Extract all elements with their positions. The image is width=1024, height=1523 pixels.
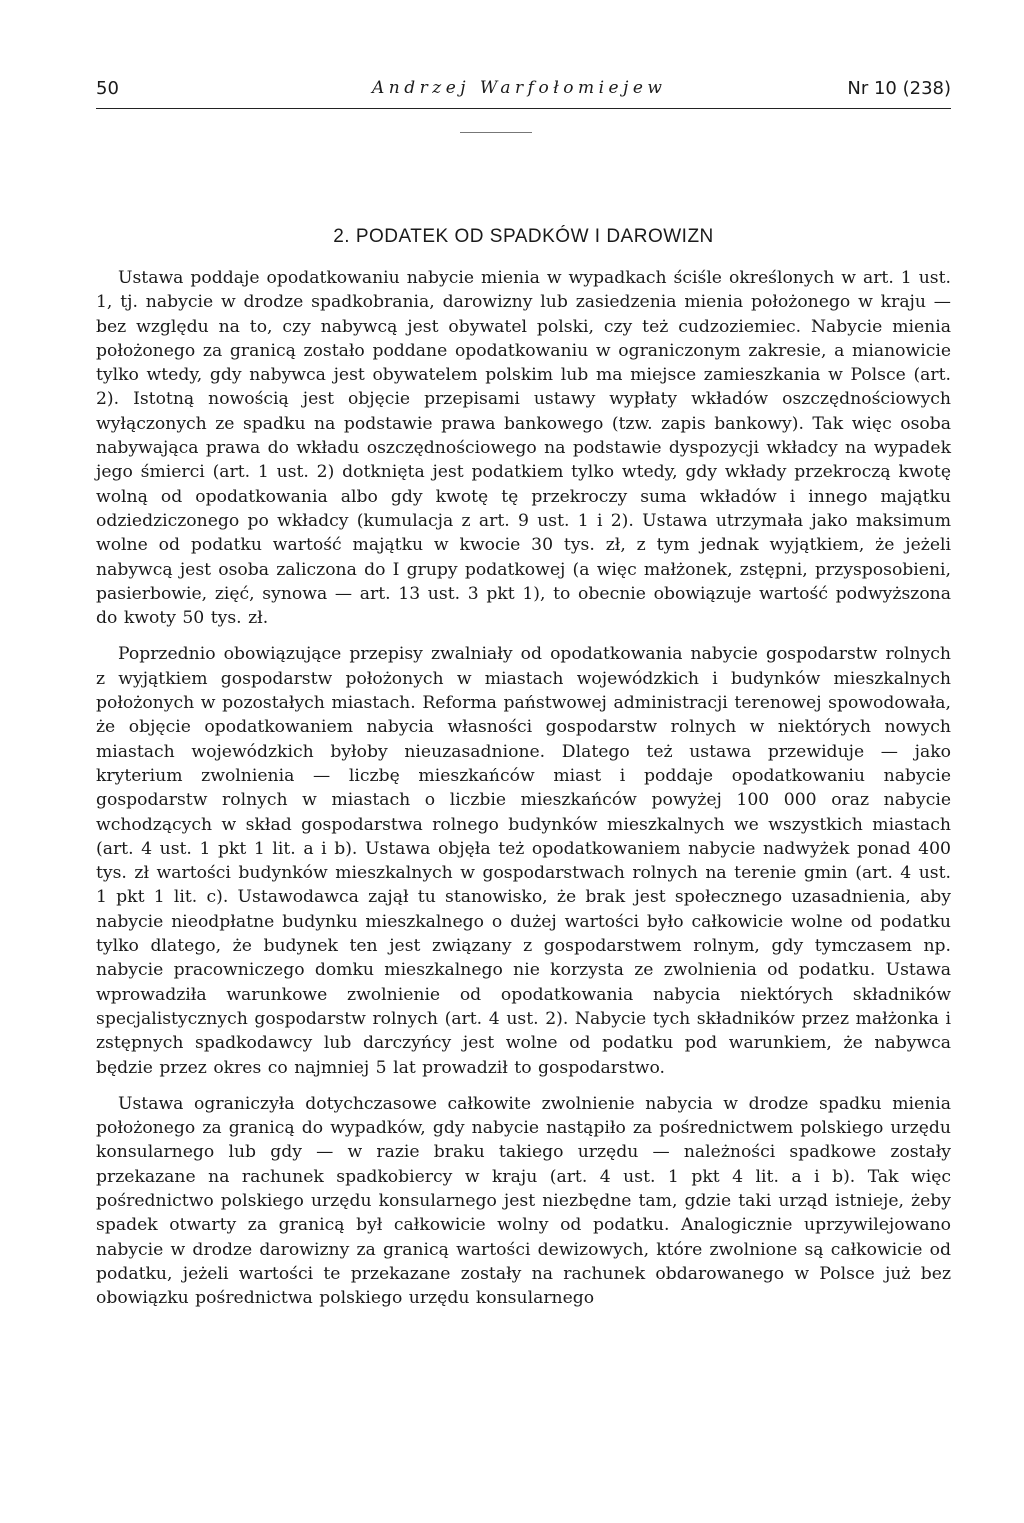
- paragraph-3: Ustawa ograniczyła dotychczasowe całkowite zwolnienie nabycia w drodze spadku mienia położonego za granicą do wypadków, gdy nabycie nastąpiło za pośrednictwem polskiego urzędu konsularnego lub gdy — w razie braku takiego urzędu — należności spadkowe zostały przekazane na rachunek spadkobiercy w kraju (art. 4 ust. 1 pkt 4 lit. a i b). Tak więc pośrednictwo polskiego urzędu konsularnego jest niezbędne tam, gdzie taki urząd istnieje, żeby spadek otwarty za granicą był całkowicie wolny od podatku. Analogicznie uprzywilejowano nabycie w drodze darowizny za granicą wartości dewizowych, które zwolnione są całkowicie od podatku, jeżeli wartości te przekazane zostały na rachunek obdarowanego w Polsce już bez obowiązku pośrednictwa polskiego urzędu konsularnego: [96, 1093, 951, 1309]
- paragraph-1: Ustawa poddaje opodatkowaniu nabycie mienia w wypadkach ściśle określonych w art. 1 ust. 1, tj. nabycie w drodze spadkobrania, darowizny lub zasiedzenia mienia położonego w kraju — bez względu na to, czy nabywcą jest obywatel polski, czy też cudzoziemiec. Nabycie mienia położonego za granicą zostało poddane opodatkowaniu w ograniczonym zakresie, a mianowicie tylko wtedy, gdy nabywca jest obywatelem polskim lub ma miejsce zamieszkania w Polsce (art. 2). Istotną nowością jest objęcie przepisami ustawy wypłaty wkładów oszczędnościowych wyłączonych ze spadku na podstawie prawa bankowego (tzw. zapis bankowy). Tak więc osoba nabywająca prawa do wkładu oszczędnościowego na podstawie dyspozycji wkładcy na wypadek jego śmierci (art. 1 ust. 2) dotknięta jest podatkiem tylko wtedy, gdy wkłady przekroczą kwotę wolną od opodatkowania albo gdy kwotę tę przekroczy suma wkładów i innego majątku odziedziczonego po wkładcy (kumulacja z art. 9 ust. 1 i 2). Ustawa utrzymała jako maksimum wolne od podatku wartość majątku w kwocie 30 tys. zł, z tym jednak wyjątkiem, że jeżeli nabywcą jest osoba zaliczona do I grupy podatkowej (a więc małżonek, zstępni, przysposobieni, pasierbowie, zięć, synowa — art. 13 ust. 3 pkt 1), to obecnie obowiązuje wartość podwyższona do kwoty 50 tys. zł.: [96, 268, 951, 629]
- page-number: 50: [96, 78, 119, 99]
- running-header: [96, 70, 951, 104]
- article-body: [96, 266, 951, 1322]
- section-title: 2. PODATEK OD SPADKÓW I DAROWIZN: [333, 226, 714, 247]
- issue-number: Nr 10 (238): [847, 78, 951, 99]
- document-page: [96, 70, 951, 1309]
- paragraph-2: Poprzednio obowiązujące przepisy zwalniały od opodatkowania nabycie gospodarstw rolnych z wyjątkiem gospodarstw położonych w miastach wojewódzkich i budynków mieszkalnych położonych w pozostałych miastach. Reforma państwowej administracji terenowej spowodowała, że objęcie opodatkowaniem nabycia własności gospodarstw rolnych w niektórych nowych miastach wojewódzkich byłoby nieuzasadnione. Dlatego też ustawa przewiduje — jako kryterium zwolnienia — liczbę mieszkańców miast i poddaje opodatkowaniu nabycie gospodarstw rolnych w miastach o liczbie mieszkańców powyżej 100 000 oraz nabycie wchodzących w skład gospodarstwa rolnego budynków mieszkalnych we wszystkich miastach (art. 4 ust. 1 pkt 1 lit. a i b). Ustawa objęła też opodatkowaniem nabycie nadwyżek ponad 400 tys. zł wartości budynków mieszkalnych w gospodarstwach rolnych na terenie gmin (art. 4 ust. 1 pkt 1 lit. c). Ustawodawca zajął tu stanowisko, że brak jest społecznego uzasadnienia, aby nabycie nieodpłatne budynku mieszkalnego o dużej wartości było całkowicie wolne od podatku tylko dlatego, że budynek ten jest związany z gospodarstwem rolnym, gdy tymczasem np. nabycie pracowniczego domku mieszkalnego nie korzysta ze zwolnienia od podatku. Ustawa wprowadziła warunkowe zwolnienie od opodatkowania nabycia niektórych składników specjalistycznych gospodarstw rolnych (art. 4 ust. 2). Nabycie tych składników przez małżonka i zstępnych spadkodawcy lub darczyńcy jest wolne od podatku pod warunkiem, że nabywca będzie przez okres co najmniej 5 lat prowadził to gospodarstwo.: [96, 644, 951, 1078]
- running-author: Andrzej Warfołomiejew: [372, 78, 667, 98]
- ornament-rule: [460, 132, 532, 133]
- header-rule: [96, 108, 951, 109]
